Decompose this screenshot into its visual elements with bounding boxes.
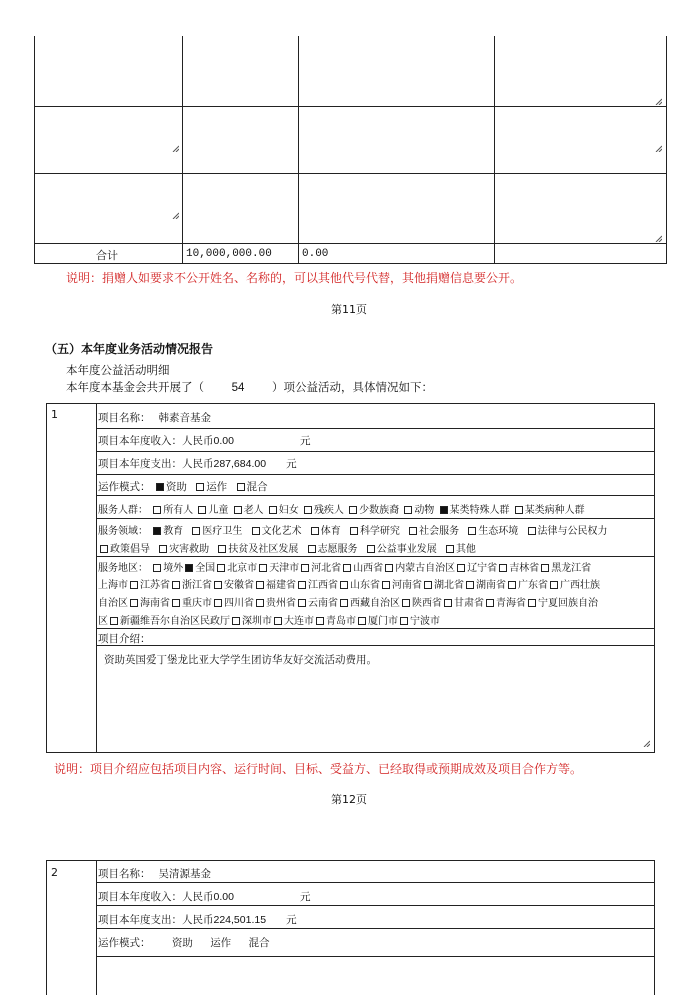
crowd-checkbox[interactable] bbox=[349, 506, 357, 514]
mode-checkbox-funding[interactable] bbox=[156, 483, 164, 491]
region-checkbox[interactable] bbox=[130, 581, 138, 589]
region-checkbox[interactable] bbox=[550, 581, 558, 589]
project-income: 0.00 bbox=[213, 891, 234, 903]
region-checkbox[interactable] bbox=[232, 617, 240, 625]
project-income-row: 项目本年度收入：人民币0.00 元 bbox=[98, 891, 311, 903]
field-checkbox[interactable] bbox=[192, 527, 200, 535]
service-region-row-2: 上海市 江苏省 浙江省 安徽省 福建省 江西省 山东省 河南省 湖北省 湖南省 广东省 广西壮族 bbox=[98, 580, 600, 591]
region-checkbox[interactable] bbox=[340, 599, 348, 607]
crowd-checkbox[interactable] bbox=[269, 506, 277, 514]
resize-grip-icon bbox=[172, 145, 179, 152]
crowd-checkbox[interactable] bbox=[304, 506, 312, 514]
region-checkbox[interactable] bbox=[130, 599, 138, 607]
field-checkbox[interactable] bbox=[528, 527, 536, 535]
mode-option-operate[interactable]: 运作 bbox=[210, 937, 232, 949]
project-name-row: 项目名称： 吴清源基金 bbox=[98, 868, 211, 880]
field-checkbox[interactable] bbox=[311, 527, 319, 535]
field-checkbox[interactable] bbox=[153, 527, 161, 535]
crowd-checkbox[interactable] bbox=[153, 506, 161, 514]
page-number-11: 第11页 bbox=[331, 303, 367, 316]
project-expense-row: 项目本年度支出：人民币224,501.15 元 bbox=[98, 914, 297, 926]
service-field-row-2: 政策倡导 灾害救助 扶贫及社区发展 志愿服务 公益事业发展 其他 bbox=[98, 540, 480, 555]
project-note: 说明：项目介绍应包括项目内容、运行时间、目标、受益方、已经取得或预期成效及项目合作方等。 bbox=[54, 762, 583, 776]
operation-mode-row: 运作模式： 资助 运作 混合 bbox=[98, 481, 268, 493]
page-number-12: 第12页 bbox=[331, 793, 367, 806]
region-checkbox[interactable] bbox=[172, 581, 180, 589]
region-checkbox[interactable] bbox=[457, 564, 465, 572]
field-checkbox[interactable] bbox=[409, 527, 417, 535]
field-checkbox[interactable] bbox=[468, 527, 476, 535]
service-crowd-row: 服务人群： 所有人 儿童 老人 妇女 残疾人 少数族裔 动物 某类特殊人群 某类病种人群 bbox=[98, 505, 585, 516]
region-checkbox[interactable] bbox=[385, 564, 393, 572]
project-income: 0.00 bbox=[213, 435, 234, 447]
project-number: 1 bbox=[51, 408, 58, 421]
region-checkbox[interactable] bbox=[444, 599, 452, 607]
mode-checkbox-mixed[interactable] bbox=[237, 483, 245, 491]
field-checkbox[interactable] bbox=[308, 545, 316, 553]
field-checkbox[interactable] bbox=[159, 545, 167, 553]
total-amount-2: 0.00 bbox=[302, 248, 329, 260]
total-amount-1: 10,000,000.00 bbox=[186, 248, 272, 260]
region-checkbox[interactable] bbox=[400, 617, 408, 625]
crowd-checkbox[interactable] bbox=[515, 506, 523, 514]
project-expense: 287,684.00 bbox=[213, 458, 267, 470]
project-number: 2 bbox=[51, 866, 58, 879]
region-checkbox[interactable] bbox=[172, 599, 180, 607]
region-checkbox[interactable] bbox=[316, 617, 324, 625]
mode-option-mixed[interactable]: 混合 bbox=[248, 937, 270, 949]
project-intro-text[interactable]: 资助英国爱丁堡龙比亚大学学生团访华友好交流活动费用。 bbox=[104, 654, 377, 666]
region-checkbox[interactable] bbox=[528, 599, 536, 607]
region-checkbox[interactable] bbox=[466, 581, 474, 589]
resize-grip-icon bbox=[655, 98, 662, 105]
mode-checkbox-operate[interactable] bbox=[196, 483, 204, 491]
mode-option-funding[interactable]: 资助 bbox=[171, 937, 193, 949]
region-checkbox[interactable] bbox=[256, 599, 264, 607]
region-checkbox[interactable] bbox=[343, 564, 351, 572]
region-checkbox[interactable] bbox=[110, 617, 118, 625]
region-checkbox[interactable] bbox=[508, 581, 516, 589]
service-region-row-1: 服务地区： 境外 全国 北京市 天津市 河北省 山西省 内蒙古自治区 辽宁省 吉林省 黑龙江省 bbox=[98, 563, 592, 574]
crowd-checkbox[interactable] bbox=[234, 506, 242, 514]
region-checkbox[interactable] bbox=[217, 564, 225, 572]
region-checkbox[interactable] bbox=[256, 581, 264, 589]
activity-count-line: 本年度本基金会共开展了（ 54 ）项公益活动，具体情况如下： bbox=[66, 380, 433, 394]
crowd-checkbox[interactable] bbox=[404, 506, 412, 514]
project-intro-label: 项目介绍： bbox=[98, 633, 151, 645]
project-name: 吴清源基金 bbox=[158, 868, 211, 880]
service-field-row-1: 服务领域： 教育 医疗卫生 文化艺术 体育 科学研究 社会服务 生态环境 法律与公民权力 bbox=[98, 526, 608, 537]
operation-mode-row: 运作模式： 资助 运作 混合 bbox=[98, 937, 270, 949]
field-checkbox[interactable] bbox=[367, 545, 375, 553]
region-checkbox[interactable] bbox=[153, 564, 161, 572]
resize-grip-icon bbox=[655, 235, 662, 242]
crowd-checkbox[interactable] bbox=[198, 506, 206, 514]
region-checkbox[interactable] bbox=[214, 581, 222, 589]
region-checkbox[interactable] bbox=[486, 599, 494, 607]
region-checkbox[interactable] bbox=[382, 581, 390, 589]
total-label: 合计 bbox=[96, 249, 118, 262]
region-checkbox[interactable] bbox=[259, 564, 267, 572]
field-checkbox[interactable] bbox=[100, 545, 108, 553]
region-checkbox[interactable] bbox=[298, 581, 306, 589]
region-checkbox[interactable] bbox=[214, 599, 222, 607]
region-checkbox[interactable] bbox=[340, 581, 348, 589]
resize-grip-icon bbox=[655, 145, 662, 152]
service-region-row-3: 自治区 海南省 重庆市 四川省 贵州省 云南省 西藏自治区 陕西省 甘肃省 青海省 宁夏回族自治 bbox=[98, 598, 598, 609]
resize-grip-icon[interactable] bbox=[643, 740, 650, 747]
field-checkbox[interactable] bbox=[252, 527, 260, 535]
project-income-row: 项目本年度收入：人民币0.00 元 bbox=[98, 435, 311, 447]
region-checkbox[interactable] bbox=[301, 564, 309, 572]
project-name: 韩素音基金 bbox=[158, 412, 211, 424]
project-expense-row: 项目本年度支出：人民币287,684.00 元 bbox=[98, 458, 297, 470]
region-checkbox[interactable] bbox=[185, 564, 193, 572]
project-name-row: 项目名称： 韩素音基金 bbox=[98, 412, 211, 424]
region-checkbox[interactable] bbox=[274, 617, 282, 625]
field-checkbox[interactable] bbox=[446, 545, 454, 553]
section-subtitle: 本年度公益活动明细 bbox=[66, 363, 170, 377]
region-checkbox[interactable] bbox=[424, 581, 432, 589]
field-checkbox[interactable] bbox=[218, 545, 226, 553]
region-checkbox[interactable] bbox=[402, 599, 410, 607]
field-checkbox[interactable] bbox=[350, 527, 358, 535]
project-expense: 224,501.15 bbox=[213, 914, 267, 926]
service-region-row-4: 区 新疆维吾尔自治区民政厅 深圳市 大连市 青岛市 厦门市 宁波市 bbox=[98, 616, 440, 627]
crowd-checkbox[interactable] bbox=[440, 506, 448, 514]
section-title: （五）本年度业务活动情况报告 bbox=[45, 342, 214, 356]
region-checkbox[interactable] bbox=[298, 599, 306, 607]
resize-grip-icon bbox=[172, 212, 179, 219]
activity-count: 54 bbox=[231, 382, 245, 394]
region-checkbox[interactable] bbox=[541, 564, 549, 572]
region-checkbox[interactable] bbox=[358, 617, 366, 625]
donation-note: 说明：捐赠人如要求不公开姓名、名称的，可以其他代号代替，其他捐赠信息要公开。 bbox=[66, 271, 523, 285]
region-checkbox[interactable] bbox=[499, 564, 507, 572]
